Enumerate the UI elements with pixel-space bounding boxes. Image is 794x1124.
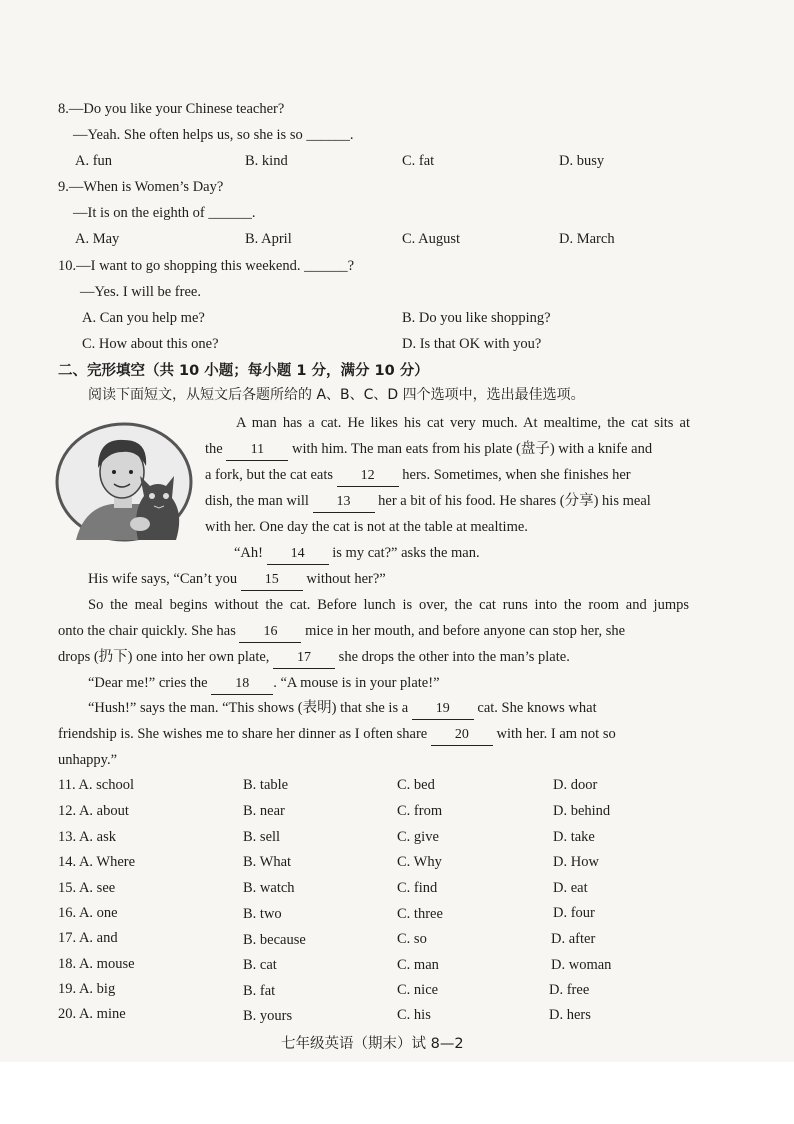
blank-17: 17 [273,648,335,669]
option-13-d: D. take [553,829,595,845]
option-15-d: D. eat [553,880,588,896]
q9-line1 [58,177,223,197]
option-14-c: C. Why [397,854,442,870]
q9-line2 [73,203,255,223]
option-15-b: B. watch [243,880,295,896]
text-frag: her a bit of his food. He shares (分享) his meal [378,493,651,509]
option-11-a: 11. A. school [58,777,134,793]
option-16-a: 16. A. one [58,905,118,921]
q9-option-b: B. April [245,231,292,247]
page-footer: 七年级英语（期末）试 8—2 [281,1036,464,1052]
q8-number: 8. [58,101,69,117]
option-12-a: 12. A. about [58,803,129,819]
text-frag: “Hush!” says the man. “This shows (表明) that she is a [88,700,409,716]
passage-p1-line3 [205,465,631,487]
option-17-d: D. after [551,931,596,947]
option-12-c: C. from [397,803,443,819]
passage-p2 [234,543,480,565]
q10-blank: ______ [304,258,348,274]
text-frag: cat. She knows what [477,700,597,716]
section-title: 二、完形填空（共 10 小题；每小题 1 分，满分 10 分） [58,363,429,379]
option-17-a: 17. A. and [58,930,118,946]
text-frag: without her?” [306,571,386,587]
text-frag: mice in her mouth, and before anyone can stop her, she [305,623,626,639]
blank-19: 19 [412,699,474,720]
option-11-d: D. door [553,777,598,793]
q9-blank: ______ [208,205,252,221]
text-frag: “Ah! [234,545,263,561]
passage-p1-line2 [205,439,691,461]
option-19-d: D. free [549,982,590,998]
q10-line1 [58,256,354,276]
option-18-a: 18. A. mouse [58,956,135,972]
option-20-c: C. his [397,1007,431,1023]
passage-p4-line2 [58,621,625,643]
q9-option-d: D. March [559,231,615,247]
text-frag: onto the chair quickly. She has [58,623,236,639]
text-frag: dish, the man will [205,493,309,509]
option-11-c: C. bed [397,777,435,793]
option-19-a: 19. A. big [58,981,116,997]
option-14-a: 14. A. Where [58,854,136,870]
q8-text2: —Yeah. She often helps us, so she is so [73,127,303,143]
text-frag: the [205,441,223,457]
q9-period: . [251,205,256,221]
q10-option-a: A. Can you help me? [82,310,205,326]
q9-number: 9. [58,179,69,195]
blank-11: 11 [226,440,288,461]
option-14-b: B. What [243,854,292,870]
passage-p4-line3 [58,647,570,669]
text-frag: His wife says, “Can’t you [88,571,238,587]
option-15-a: 15. A. see [58,880,116,896]
blank-13: 13 [313,492,375,513]
q8-option-b: B. kind [245,153,288,169]
option-17-c: C. so [397,931,427,947]
blank-14: 14 [267,544,329,565]
option-13-b: B. sell [243,829,281,845]
q10-number: 10. [58,258,77,274]
passage-p1-line1: A man has a cat. He likes his cat very much. At mealtime, the cat sits at [236,415,690,431]
blank-20: 20 [431,725,493,746]
q10-qmark: ? [347,258,355,274]
text-frag: with him. The man eats from his plate (盘子) with a knife and [291,441,653,457]
option-13-a: 13. A. ask [58,829,116,845]
q9-text1: —When is Women’s Day? [68,179,224,195]
q9-text2: —It is on the eighth of [73,205,205,221]
option-13-c: C. give [397,829,439,845]
passage-p6-line2 [58,724,616,746]
option-16-c: C. three [397,906,443,922]
option-16-b: B. two [243,906,282,922]
blank-18: 18 [211,674,273,695]
q8-period: . [349,127,354,143]
q8-text1: —Do you like your Chinese teacher? [68,101,285,117]
q8-line2 [73,125,353,145]
option-19-c: C. nice [397,982,439,998]
q10-option-d: D. Is that OK with you? [402,336,542,352]
passage-p6-line1 [88,698,597,720]
q10-option-c: C. How about this one? [82,336,219,352]
text-frag: is my cat?” asks the man. [332,545,480,561]
blank-15: 15 [241,570,303,591]
blank-12: 12 [337,466,399,487]
option-20-a: 20. A. mine [58,1006,126,1022]
q8-option-d: D. busy [559,153,605,169]
q9-option-a: A. May [75,231,120,247]
option-17-b: B. because [243,932,306,948]
text-frag: drops (扔下) one into her own plate, [58,649,270,665]
man-with-cat-illustration [54,420,194,544]
bottom-margin [0,1062,794,1124]
q8-option-c: C. fat [402,153,435,169]
text-frag: with her. I am not so [496,726,616,742]
option-20-b: B. yours [243,1008,293,1024]
option-14-d: D. How [553,854,599,870]
text-frag: friendship is. She wishes me to share her dinner as I often share [58,726,428,742]
q10-line2: —Yes. I will be free. [80,284,201,300]
option-18-b: B. cat [243,957,277,973]
option-18-c: C. man [397,957,439,973]
blank-16: 16 [239,622,301,643]
q8-blank: ______ [306,127,350,143]
q8-line1 [58,99,284,119]
option-12-b: B. near [243,803,285,819]
option-18-d: D. woman [551,957,612,973]
passage-p1-line4 [205,491,651,513]
option-12-d: D. behind [553,803,611,819]
passage-p6-line3: unhappy.” [58,752,118,768]
text-frag: hers. Sometimes, when she finishes her [402,467,631,483]
text-frag: she drops the other into the man’s plate. [338,649,570,665]
q10-text1: —I want to go shopping this weekend. [76,258,301,274]
option-11-b: B. table [243,777,289,793]
passage-p5 [88,673,440,695]
passage-p1-line5: with her. One day the cat is not at the table at mealtime. [205,519,528,535]
text-frag: “Dear me!” cries the [88,675,208,691]
q10-option-b: B. Do you like shopping? [402,310,551,326]
option-16-d: D. four [553,905,595,921]
passage-p3 [88,569,386,591]
q9-option-c: C. August [402,231,461,247]
q8-option-a: A. fun [75,153,113,169]
passage-p4-line1: So the meal begins without the cat. Before lunch is over, the cat runs into the room and jumps [88,597,689,613]
text-frag: a fork, but the cat eats [205,467,334,483]
option-15-c: C. find [397,880,438,896]
option-19-b: B. fat [243,983,276,999]
option-20-d: D. hers [549,1007,591,1023]
text-frag: . “A mouse is in your plate!” [273,675,440,691]
section-instruction: 阅读下面短文，从短文后各题所给的 A、B、C、D 四个选项中，选出最佳选项。 [88,387,585,403]
